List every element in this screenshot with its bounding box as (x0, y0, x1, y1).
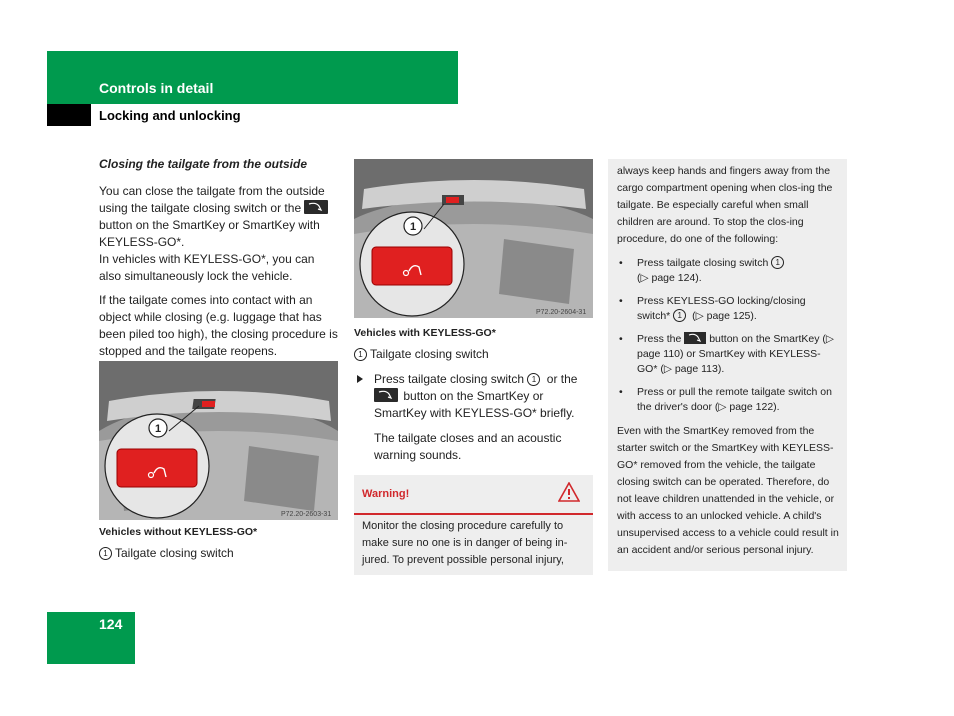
step-arrow-icon (357, 375, 363, 383)
tailgate-key-icon (304, 200, 328, 214)
legend-number: 1 (354, 348, 367, 361)
paragraph-1 (99, 183, 339, 285)
figure-1-code: P72.20-2603-31 (281, 511, 332, 518)
step-text: or the (546, 372, 578, 386)
item-text: button on the SmartKey (▷ page 110) or SmartKey with KEYLESS-GO* (▷ page 113). (637, 333, 835, 375)
legend-number: 1 (99, 547, 112, 560)
chapter-title: Controls in detail (99, 80, 214, 96)
item-text: Press KEYLESS-GO locking/closing switch* (637, 295, 806, 322)
warning-triangle-icon (558, 482, 580, 507)
figure-tailgate-switch-keyless (354, 159, 593, 318)
list-item (617, 294, 841, 324)
subsection-title: Closing the tailgate from the outside (99, 157, 308, 171)
figure-2-caption: Vehicles with KEYLESS-GO* (354, 327, 496, 339)
stop-options-list (617, 256, 841, 415)
p1-text-a: You can close the tailgate from the outside using the tailgate closing switch or the (99, 184, 325, 215)
item-number: 1 (771, 256, 784, 269)
svg-text:1: 1 (409, 221, 417, 233)
item-text: Press the (637, 333, 682, 345)
step-number: 1 (527, 373, 540, 386)
step-result: The tailgate closes and an acoustic warning sounds. (374, 431, 562, 462)
page-ref: (▷ page 125). (692, 310, 757, 322)
figure-2-legend (354, 347, 489, 361)
paragraph-2: If the tailgate comes into contact with an object while closing (e.g. luggage that has been piled too high), the closing procedure is stopped and the tailgate reopens. (99, 293, 338, 358)
continuation-intro: always keep hands and fingers away from the cargo compartment opening when clos-ing the tailgate. Be especially careful when small children are around. To stop the clos-ing procedure, do one of the following: (617, 165, 833, 245)
step-1 (354, 371, 594, 422)
instruction-steps (354, 371, 594, 464)
step-text: Press tailgate closing switch (374, 372, 525, 386)
page-ref: (▷ page 124). (637, 272, 702, 284)
p1-text-b: button on the SmartKey or SmartKey with KEYLESS-GO*. (99, 218, 320, 249)
p1-text-c: In vehicles with KEYLESS-GO*, you can also simultaneously lock the vehicle. (99, 252, 315, 283)
tailgate-key-icon (684, 332, 706, 344)
figure-2-code: P72.20-2604-31 (536, 309, 587, 316)
section-marker (47, 104, 91, 126)
svg-text:1: 1 (154, 423, 162, 435)
column-1 (99, 156, 339, 367)
page-number: 124 (99, 616, 123, 632)
tailgate-key-icon (374, 388, 398, 402)
warning-title: Warning! (362, 488, 410, 500)
list-item (617, 332, 841, 377)
warning-continuation (617, 163, 841, 565)
figure-1-caption: Vehicles without KEYLESS-GO* (99, 526, 258, 538)
figure-1-legend (99, 546, 234, 560)
legend-text: Tailgate closing switch (370, 347, 489, 361)
figure-tailgate-switch-no-keyless (99, 361, 338, 520)
legend-text: Tailgate closing switch (115, 546, 234, 560)
section-title: Locking and unlocking (99, 108, 241, 123)
list-item: • Press or pull the remote tailgate switch on the driver's door (▷ page 122). (617, 385, 841, 415)
step-text: button on the SmartKey or SmartKey with KEYLESS-GO* briefly. (374, 389, 575, 420)
warning-text: Monitor the closing procedure carefully to make sure no one is in danger of being in-jured. To prevent possible personal injury, (362, 520, 568, 566)
continuation-outro: Even with the SmartKey removed from the starter switch or the SmartKey with KEYLESS-GO* removed from the vehicle, the tailgate closing switch can be operated. Therefore, do not leave children unattended in the vehicle, or with access to an unlocked vehicle. A child's unsupervised access to a vehicle could result in an accident and/or serious personal injury. (617, 425, 839, 556)
header-band (47, 51, 458, 104)
item-text: Press tailgate closing switch (637, 257, 769, 269)
item-number: 1 (673, 309, 686, 322)
list-item (617, 256, 841, 286)
